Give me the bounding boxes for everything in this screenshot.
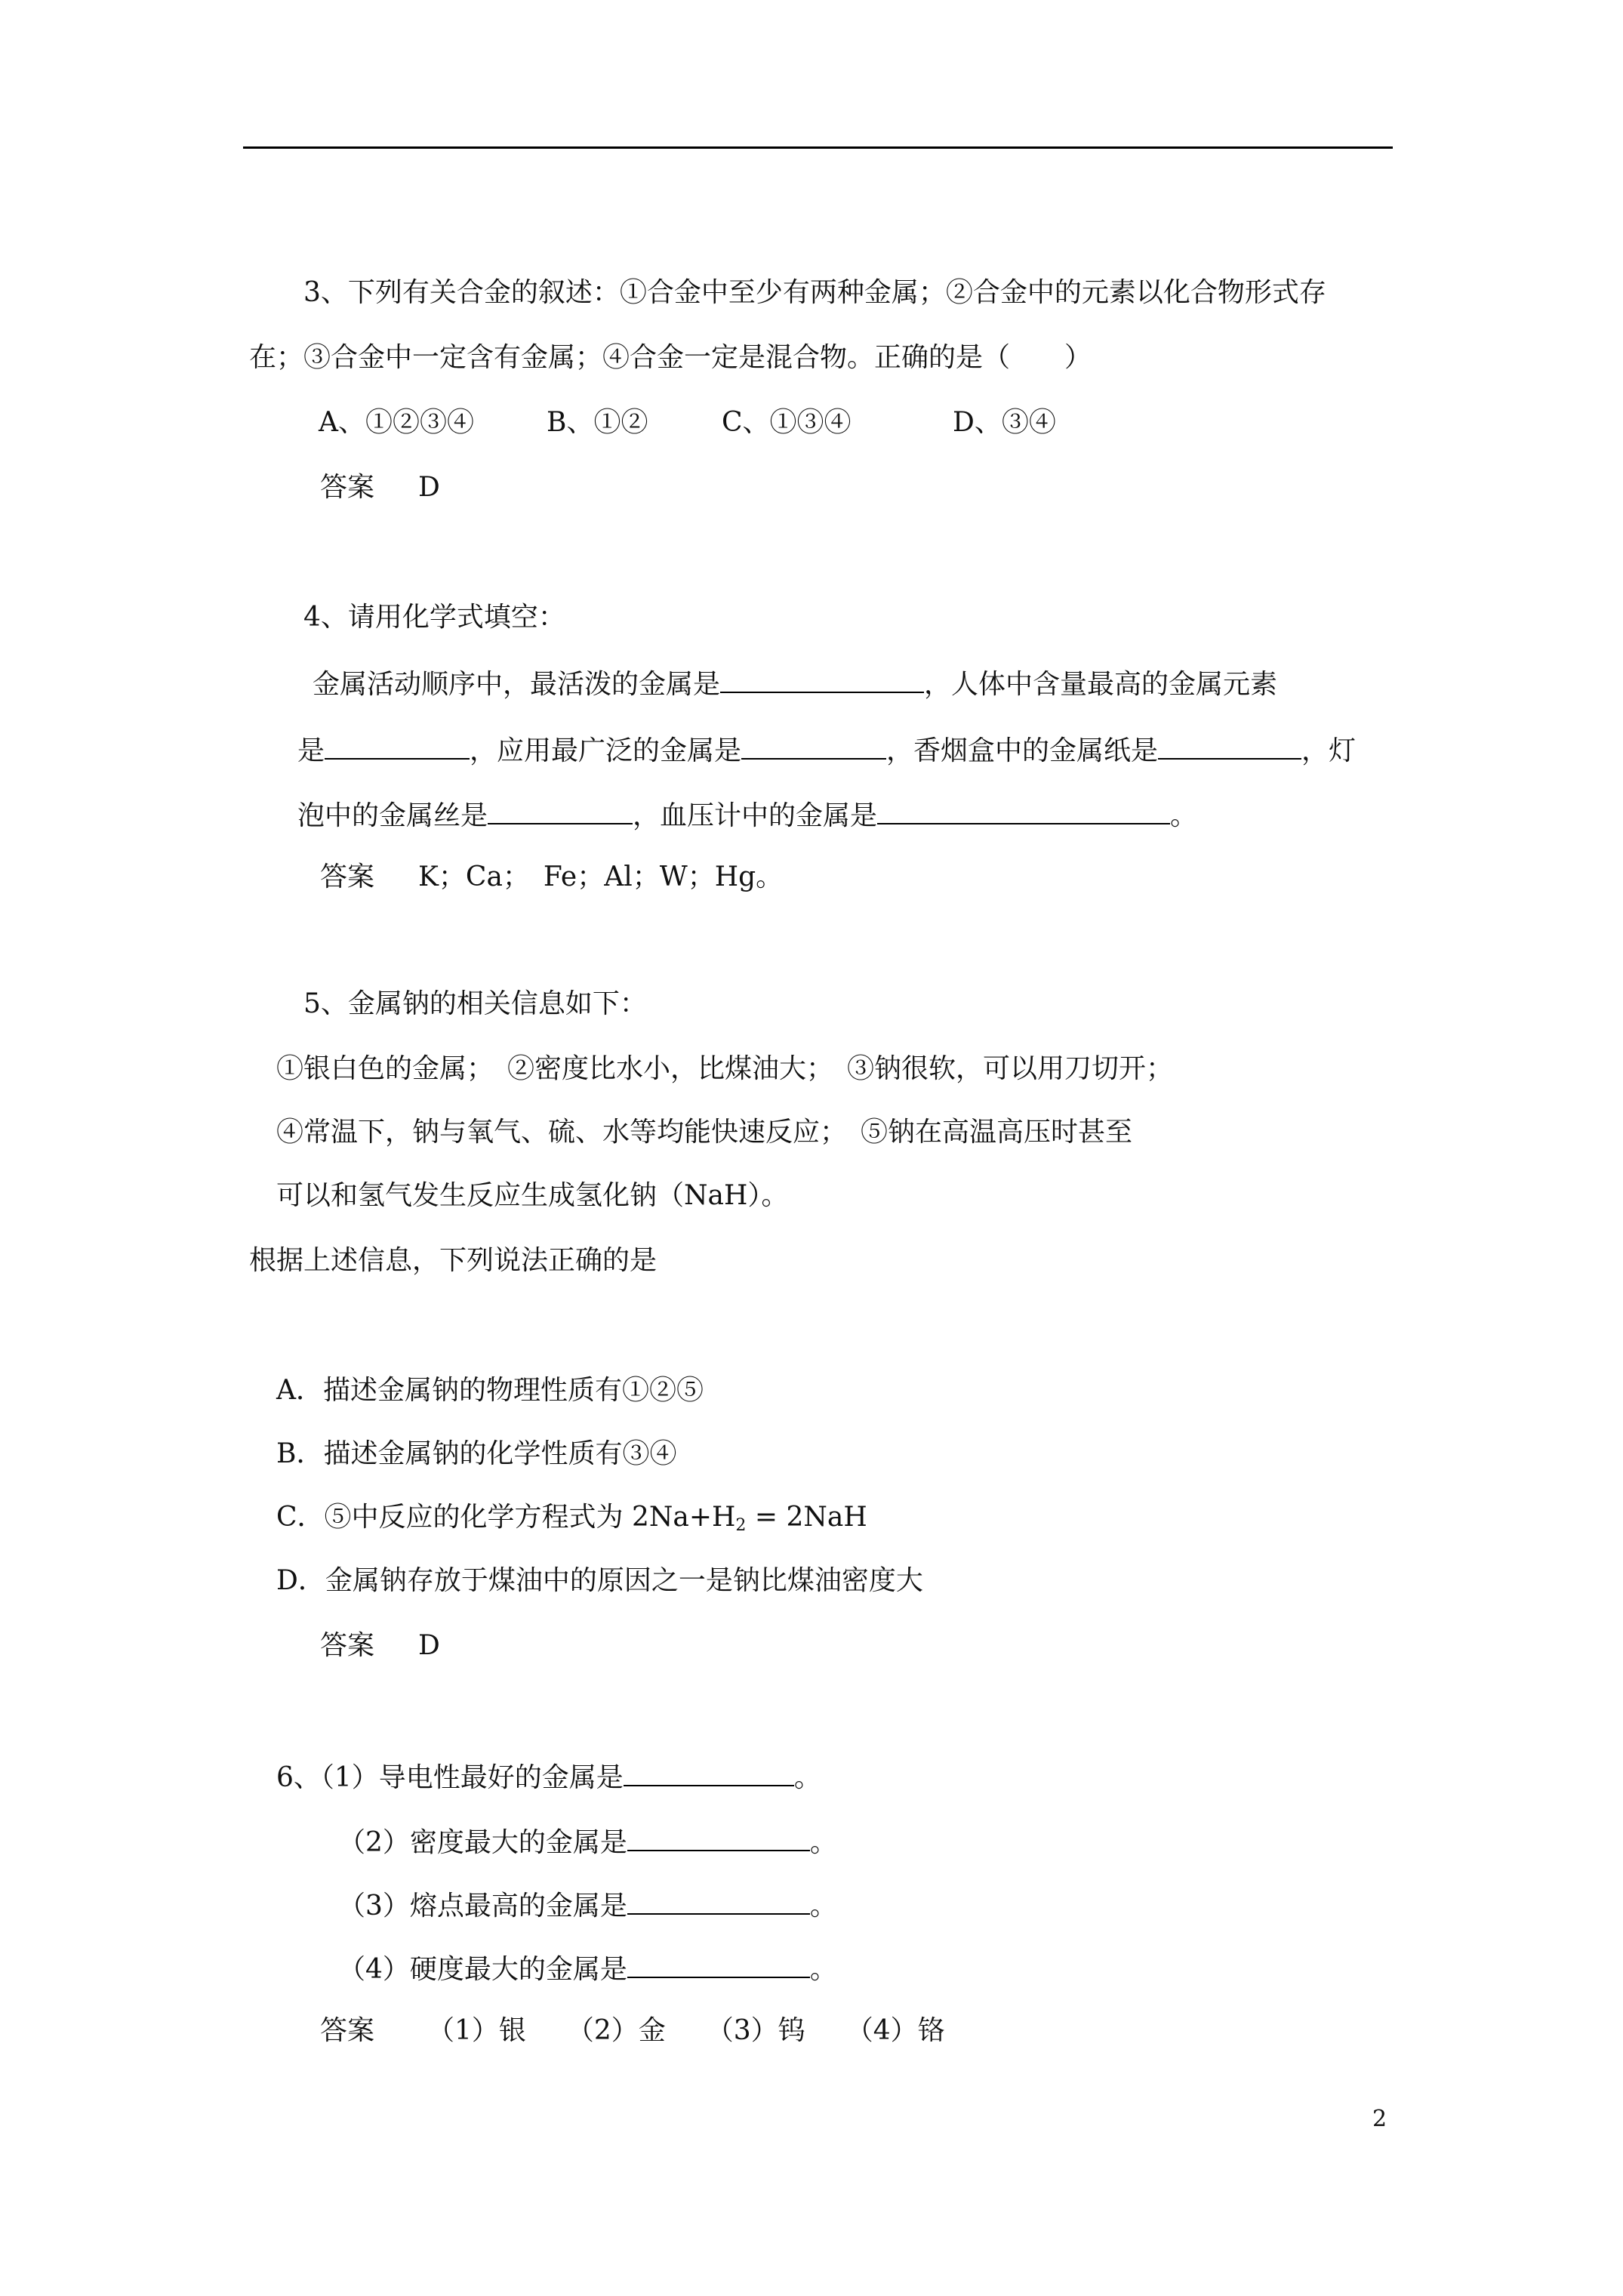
- q6-l1-text: 6、（1）导电性最好的金属是: [276, 1762, 624, 1793]
- answer-blank[interactable]: [488, 797, 633, 824]
- answer-blank[interactable]: [877, 797, 1170, 824]
- q5-info1: ①银白色的金属； ②密度比水小，比煤油大； ③钠很软，可以用刀切开；: [276, 1053, 1174, 1084]
- q4-l2-text-c: ，香烟盒中的金属纸是: [886, 735, 1159, 766]
- q4-l3-text-b: ，血压计中的金属是: [633, 800, 878, 831]
- answer-blank[interactable]: [627, 1888, 810, 1915]
- q4-l1-text-a: 金属活动顺序中，最活泼的金属是: [313, 669, 721, 700]
- answer-blank[interactable]: [627, 1824, 810, 1851]
- answer-blank[interactable]: [627, 1951, 810, 1978]
- q4-l2-text-d: ，灯: [1301, 735, 1357, 766]
- answer-blank[interactable]: [741, 732, 886, 760]
- q5-answer-label: 答案: [320, 1630, 375, 1661]
- q3-answer-label: 答案: [320, 472, 375, 503]
- q6-line4: [338, 1951, 837, 1985]
- q3-answer: D: [418, 472, 440, 503]
- q3-stem-line1: 3、下列有关合金的叙述：①合金中至少有两种金属；②合金中的元素以化合物形式存: [303, 277, 1326, 308]
- q4-line3: [297, 797, 1197, 831]
- answer-blank[interactable]: [720, 666, 924, 693]
- q3-option-d: D、③④: [953, 407, 1056, 438]
- q5-prompt: 根据上述信息，下列说法正确的是: [249, 1245, 658, 1276]
- q5-option-d: D．金属钠存放于煤油中的原因之一是钠比煤油密度大: [276, 1565, 923, 1596]
- q5-option-c-rest: = 2NaH: [746, 1502, 867, 1533]
- q4-title: 4、请用化学式填空：: [303, 602, 565, 633]
- q5-option-c-text: C．⑤中反应的化学方程式为 2Na+H: [276, 1502, 736, 1533]
- q6-answer: （1）银 （2）金 （3）钨 （4）铬: [427, 2015, 945, 2046]
- page-number: 2: [1372, 2106, 1387, 2132]
- q4-l1-text-b: ，人体中含量最高的金属元素: [924, 669, 1278, 700]
- q4-line2: [297, 732, 1356, 766]
- q4-l3-text-a: 泡中的金属丝是: [297, 800, 488, 831]
- q5-info3: 可以和氢气发生反应生成氢化钠（NaH）。: [276, 1180, 789, 1211]
- q6-l4-end: 。: [809, 1954, 837, 1985]
- q6-l3-end: 。: [809, 1891, 837, 1922]
- q6-l3-text: （3）熔点最高的金属是: [338, 1891, 627, 1922]
- q5-option-a: A．描述金属钠的物理性质有①②⑤: [276, 1375, 704, 1406]
- q5-option-c: [276, 1502, 867, 1533]
- q3-option-b: B、①②: [547, 407, 648, 438]
- q4-answer: K；Ca； Fe；Al；W；Hg。: [418, 861, 784, 892]
- q4-answer-label: 答案: [320, 861, 375, 892]
- q5-answer: D: [418, 1630, 440, 1661]
- q5-info2: ④常温下，钠与氧气、硫、水等均能快速反应； ⑤钠在高温高压时甚至: [276, 1117, 1133, 1148]
- q6-answer-label: 答案: [320, 2015, 375, 2046]
- q6-line1: [276, 1759, 821, 1793]
- q6-line3: [338, 1888, 837, 1922]
- answer-blank[interactable]: [624, 1759, 794, 1786]
- q5-title: 5、金属钠的相关信息如下：: [303, 988, 647, 1019]
- q4-l2-text-b: ，应用最广泛的金属是: [470, 735, 742, 766]
- q3-stem-line2: 在；③合金中一定含有金属；④合金一定是混合物。正确的是（ ）: [249, 342, 1092, 373]
- answer-blank[interactable]: [1158, 732, 1301, 760]
- q3-option-a: A、①②③④: [319, 407, 474, 438]
- q6-l4-text: （4）硬度最大的金属是: [338, 1954, 627, 1985]
- q6-line2: [338, 1824, 837, 1858]
- q4-line1: [313, 666, 1277, 700]
- q6-l2-text: （2）密度最大的金属是: [338, 1827, 627, 1858]
- q6-l1-end: 。: [793, 1762, 821, 1793]
- q4-l2-text-a: 是: [297, 735, 325, 766]
- q5-option-b: B．描述金属钠的化学性质有③④: [276, 1438, 677, 1469]
- q5-option-c-subscript: 2: [735, 1516, 747, 1535]
- header-rule: [243, 146, 1393, 149]
- q4-l3-text-c: 。: [1170, 800, 1198, 831]
- q3-option-c: C、①③④: [722, 407, 852, 438]
- q6-l2-end: 。: [809, 1827, 837, 1858]
- answer-blank[interactable]: [325, 732, 470, 760]
